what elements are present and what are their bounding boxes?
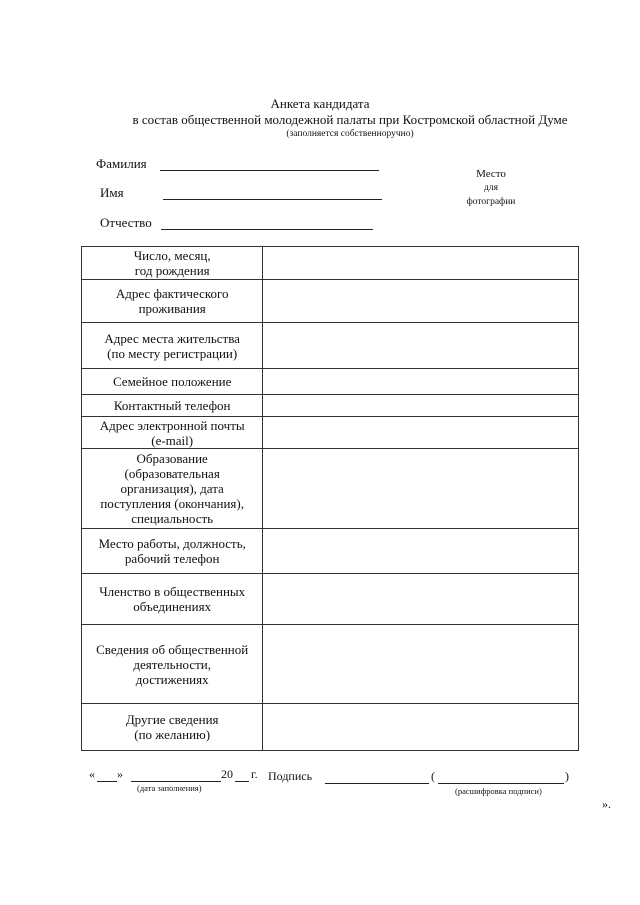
date-year-prefix: 20 xyxy=(221,767,233,781)
membership-value-cell[interactable] xyxy=(263,574,579,625)
row-label-birthdate: Число, месяц, год рождения xyxy=(82,247,263,280)
table-row xyxy=(82,574,579,625)
marital-status-value-cell[interactable] xyxy=(263,369,579,395)
date-year-field[interactable] xyxy=(235,781,249,782)
row-label-workplace: Место работы, должность, рабочий телефон xyxy=(82,529,263,574)
surname-label: Фамилия xyxy=(96,156,147,171)
signature-decode-field[interactable] xyxy=(438,783,564,784)
patronymic-field[interactable] xyxy=(161,229,373,230)
name-label: Имя xyxy=(100,185,124,200)
other-info-value-cell[interactable] xyxy=(263,704,579,751)
date-quote-open: « xyxy=(89,767,95,781)
workplace-value-cell[interactable] xyxy=(263,529,579,574)
row-label-other-info: Другие сведения (по желанию) xyxy=(82,704,263,751)
photo-text-line1: Место xyxy=(476,168,506,180)
table-row xyxy=(82,625,579,704)
row-label-registration-address: Адрес места жительства (по месту регистрации) xyxy=(82,323,263,369)
table-row xyxy=(82,449,579,529)
phone-value-cell[interactable] xyxy=(263,395,579,417)
table-row xyxy=(82,704,579,751)
trailing-mark: ». xyxy=(602,797,611,811)
email-value-cell[interactable] xyxy=(263,417,579,449)
row-label-public-activity: Сведения об общественной деятельности, достижениях xyxy=(82,625,263,704)
row-label-email: Адрес электронной почты (e-mail) xyxy=(82,417,263,449)
row-label-education: Образование (образовательная организация), дата поступления (окончания), специальность xyxy=(82,449,263,529)
patronymic-label: Отчество xyxy=(100,215,152,230)
date-day-field[interactable] xyxy=(97,781,117,782)
table-row xyxy=(82,395,579,417)
form-subtitle: в состав общественной молодежной палаты при Костромской областной Думе xyxy=(132,112,568,127)
row-label-marital-status: Семейное положение xyxy=(82,369,263,395)
photo-text-line2: для xyxy=(484,183,498,193)
date-year-suffix: г. xyxy=(251,767,258,781)
form-note: (заполняется собственноручно) xyxy=(286,129,414,139)
table-row xyxy=(82,417,579,449)
education-value-cell[interactable] xyxy=(263,449,579,529)
public-activity-value-cell[interactable] xyxy=(263,625,579,704)
table-row xyxy=(82,247,579,280)
signature-field[interactable] xyxy=(325,783,429,784)
questionnaire-table xyxy=(81,246,579,751)
actual-address-value-cell[interactable] xyxy=(263,280,579,323)
date-caption: (дата заполнения) xyxy=(137,783,202,793)
registration-address-value-cell[interactable] xyxy=(263,323,579,369)
date-month-field[interactable] xyxy=(131,781,221,782)
table-row xyxy=(82,323,579,369)
form-title: Анкета кандидата xyxy=(270,96,370,111)
row-label-actual-address: Адрес фактического проживания xyxy=(82,280,263,323)
signature-paren-close: ) xyxy=(565,769,569,783)
row-label-phone: Контактный телефон xyxy=(82,395,263,417)
signature-label: Подпись xyxy=(268,769,313,783)
decode-caption: (расшифровка подписи) xyxy=(455,786,542,796)
row-label-membership: Членство в общественных объединениях xyxy=(82,574,263,625)
signature-paren-open: ( xyxy=(431,769,435,783)
photo-text-line3: фотографии xyxy=(466,197,516,207)
photo-placeholder xyxy=(451,167,531,209)
name-field[interactable] xyxy=(163,199,382,200)
birthdate-value-cell[interactable] xyxy=(263,247,579,280)
table-row xyxy=(82,280,579,323)
date-quote-close: » xyxy=(117,767,123,781)
table-row xyxy=(82,369,579,395)
table-row xyxy=(82,529,579,574)
surname-field[interactable] xyxy=(160,170,379,171)
